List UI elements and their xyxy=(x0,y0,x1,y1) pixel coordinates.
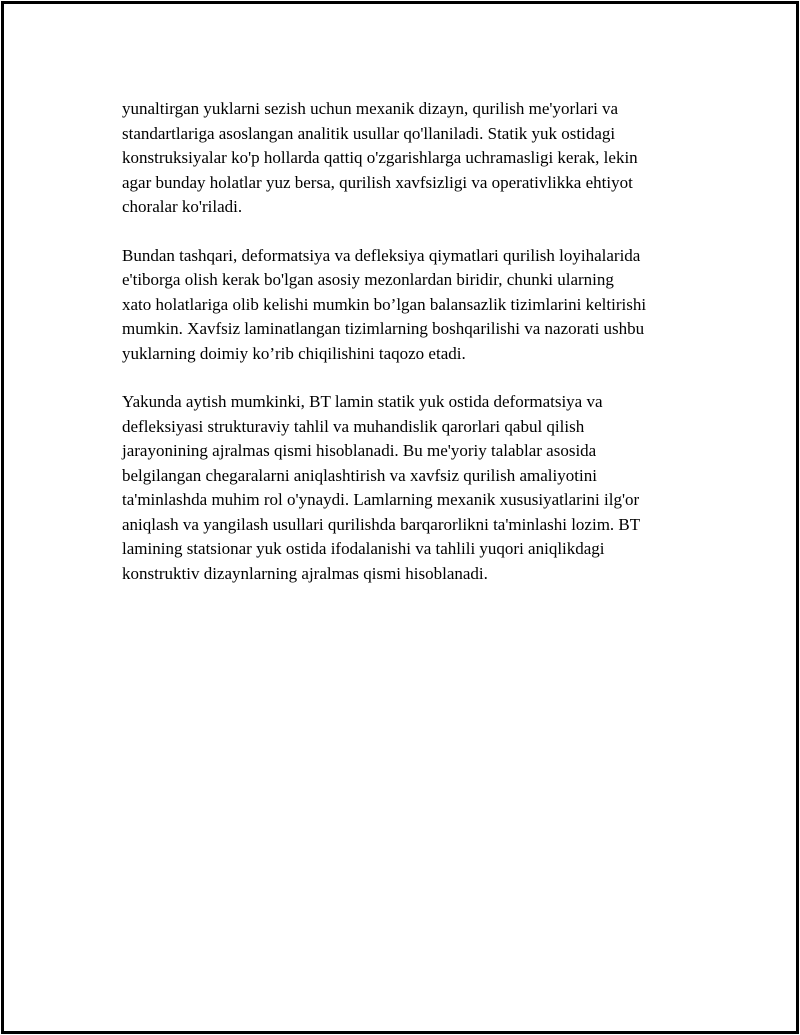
paragraph-line: yunaltirgan yuklarni sezish uchun mexanik dizayn, qurilish me'yorlari va xyxy=(122,99,619,118)
paragraph-3 xyxy=(122,390,702,586)
paragraph-line: standartlariga asoslangan analitik usullar qo'llaniladi. Statik yuk ostidagi xyxy=(122,123,616,143)
paragraph-line: xato holatlariga olib kelishi mumkin bo’lgan balansazlik tizimlarini keltirishi xyxy=(122,294,647,314)
paragraph-line: lamining statsionar yuk ostida ifodalanishi va tahlili yuqori aniqlikdagi xyxy=(122,539,605,558)
paragraph-line: belgilangan chegaralarni aniqlashtirish va xavfsiz qurilish amaliyotini xyxy=(122,465,597,485)
paragraph-line: Yakunda aytish mumkinki, BT lamin statik yuk ostida deformatsiya va xyxy=(122,392,603,411)
paragraph-line: aniqlash va yangilash usullari qurilishda barqarorlikni ta'minlashi lozim. BT xyxy=(122,514,641,534)
page-frame xyxy=(1,1,799,1034)
paragraph-line: yuklarning doimiy ko’rib chiqilishini taqozo etadi. xyxy=(122,343,466,363)
paragraph-line: Bundan tashqari, deformatsiya va defleksiya qiymatlari qurilish loyihalarida xyxy=(122,245,641,265)
paragraph-line: konstruktiv dizaynlarning ajralmas qismi hisoblanadi. xyxy=(122,563,488,583)
paragraph-line: mumkin. Xavfsiz laminatlangan tizimlarning boshqarilishi va nazorati ushbu xyxy=(122,319,645,338)
paragraph-line: defleksiyasi strukturaviy tahlil va muhandislik qarorlari qabul qilish xyxy=(122,416,585,436)
paragraph-line: jarayonining ajralmas qismi hisoblanadi. Bu me'yoriy talablar asosida xyxy=(122,441,597,460)
document-body xyxy=(122,97,702,610)
paragraph-line: konstruksiyalar ko'p hollarda qattiq o'zgarishlarga uchramasligi kerak, lekin xyxy=(122,148,638,167)
paragraph-line: agar bunday holatlar yuz bersa, qurilish xavfsizligi va operativlikka ehtiyot xyxy=(122,172,633,192)
paragraph-2 xyxy=(122,244,702,367)
paragraph-line: choralar ko'riladi. xyxy=(122,197,243,216)
paragraph-1 xyxy=(122,97,702,220)
paragraph-line: e'tiborga olish kerak bo'lgan asosiy mezonlardan biridir, chunki ularning xyxy=(122,270,614,289)
paragraph-line: ta'minlashda muhim rol o'ynaydi. Lamlarning mexanik xususiyatlarini ilg'or xyxy=(122,490,640,509)
